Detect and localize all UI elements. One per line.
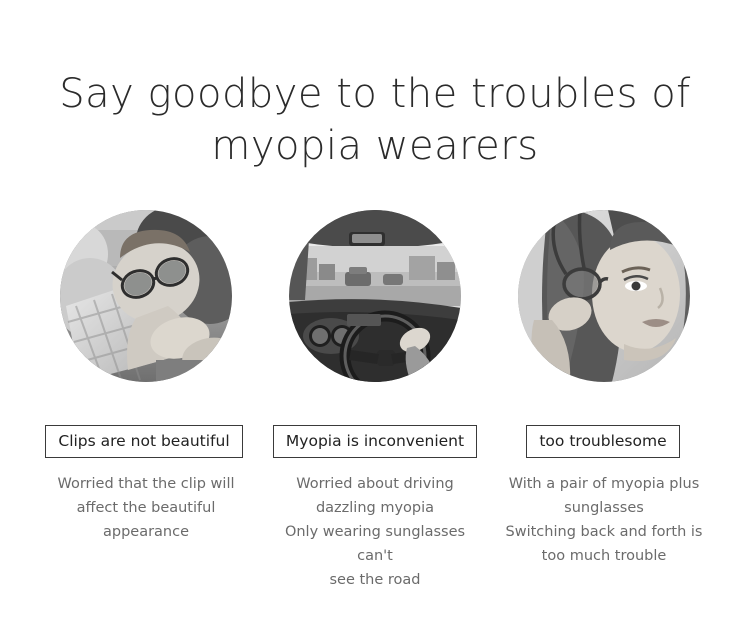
status-badge: too troublesome — [526, 425, 679, 458]
list-item-caption: Worried that the clip will affect the beautiful appearance — [57, 476, 235, 540]
card-list — [0, 210, 750, 592]
photo-person-wearing-clip-on-glasses — [60, 210, 232, 382]
status-badge: Myopia is inconvenient — [273, 425, 477, 458]
photo-driving-car-interior — [289, 210, 461, 382]
list-item-caption: Worried about driving dazzling myopia Only wearing sunglasses can't see the road — [284, 476, 466, 588]
list-item — [53, 210, 239, 544]
page-title-line-1: Say goodbye to the troubles of — [59, 71, 691, 117]
page-title — [0, 0, 750, 172]
list-item — [505, 210, 703, 568]
status-badge: Clips are not beautiful — [45, 425, 242, 458]
photo-woman-holding-sunglasses — [518, 210, 690, 382]
list-item-caption: With a pair of myopia plus sunglasses Switching back and forth is too much trouble — [505, 476, 703, 564]
page-title-line-2: myopia wearers — [211, 123, 539, 169]
list-item — [282, 210, 468, 592]
